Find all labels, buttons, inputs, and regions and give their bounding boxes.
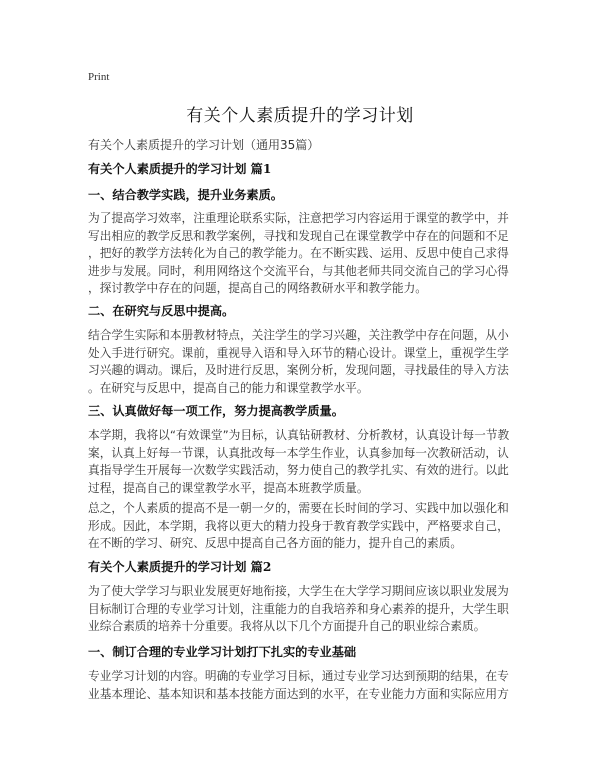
section-1-heading: 有关个人素质提升的学习计划 篇1 [88,162,272,176]
document-title: 有关个人素质提升的学习计划 [186,106,414,126]
section-1-part-3-heading: 三、认真做好每一项工作，努力提高教学质量。 [88,404,344,418]
text-line: 形成。因此，本学期，我将以更大的精力投身于教育教学实践中，严格要求自己， [88,518,509,533]
section-1-part-3-paragraph [88,427,514,497]
section-2-heading: 有关个人素质提升的学习计划 篇2 [88,560,272,574]
text-line: 为了使大学学习与职业发展更好地衔接，大学生在大学学习期间应该以职业发展为 [88,584,509,598]
text-line: 本学期，我将以“有效课堂”为目标，认真钻研教材、分析教材，认真设计每一节教 [88,428,510,442]
text-line: 进步与发展。同时，利用网络这个交流平台，与其他老师共同交流自己的学习心得 [88,263,509,278]
print-label[interactable]: Print [88,71,110,83]
text-line: 案，认真上好每一节课，认真批改每一本学生作业，认真参加每一次教研活动，认 [88,445,509,460]
section-1-part-1-heading: 一、结合教学实践，提升业务素质。 [88,188,283,202]
text-line: 写出相应的教学反思和教学案例，寻找和发现自己在课堂教学中存在的问题和不足 [88,228,509,243]
text-line: 专业学习计划的内容。明确的专业学习目标，通过专业学习达到预期的结果，在专 [88,669,509,683]
section-1-part-1-paragraph [88,210,514,298]
text-line: 结合学生实际和本册教材特点，关注学生的学习兴趣，关注教学中存在问题，从小 [88,328,509,342]
section-2-intro-paragraph [88,583,514,636]
text-line: ，探讨教学中存在的问题，提高自己的网络教研水平和教学能力。 [88,281,427,296]
text-line: 业综合素质的培养十分重要。我将从以下几个方面提升自己的职业综合素质。 [88,619,486,634]
text-line: 过程，提高自己的课堂教学水平，提高本班教学质量。 [88,480,369,495]
text-line: 业基本理论、基本知识和基本技能方面达到的水平，在专业能力方面和实际应用方 [88,686,509,701]
text-line: 为了提高学习效率，注重理论联系实际，注意把学习内容运用于课堂的教学中，并 [88,211,509,225]
text-line: 总之，个人素质的提高不是一朝一夕的，需要在长时间的学习、实践中加以强化和 [88,501,509,515]
text-line: 在不断的学习、研究、反思中提高自己各方面的能力，提升自己的素质。 [88,536,463,551]
text-line: 处入手进行研究。课前，重视导入语和导入环节的精心设计。课堂上，重视学生学 [88,345,509,360]
section-1-part-2-paragraph [88,327,514,397]
document-subtitle: 有关个人素质提升的学习计划（通用35篇） [88,138,320,152]
text-line: 习兴趣的调动。课后，及时进行反思，案例分析，发现问题，寻找最佳的导入方法 [88,363,509,378]
text-line: ，把好的教学方法转化为自己的教学能力。在不断实践、运用、反思中使自己求得 [88,246,509,261]
text-line: 目标制订合理的专业学习计划，注重能力的自我培养和身心素养的提升，大学生职 [88,601,509,616]
section-1-part-2-heading: 二、在研究与反思中提高。 [88,304,235,318]
section-2-part-1-heading: 一、制订合理的专业学习计划打下扎实的专业基础 [88,645,357,659]
section-1-conclusion-paragraph [88,500,514,553]
text-line: 。在研究与反思中，提高自己的能力和课堂教学水平。 [88,380,369,395]
text-line: 真指导学生开展每一次数学实践活动，努力使自己的教学扎实、有效的进行。以此 [88,463,509,478]
section-2-part-1-paragraph [88,668,514,703]
